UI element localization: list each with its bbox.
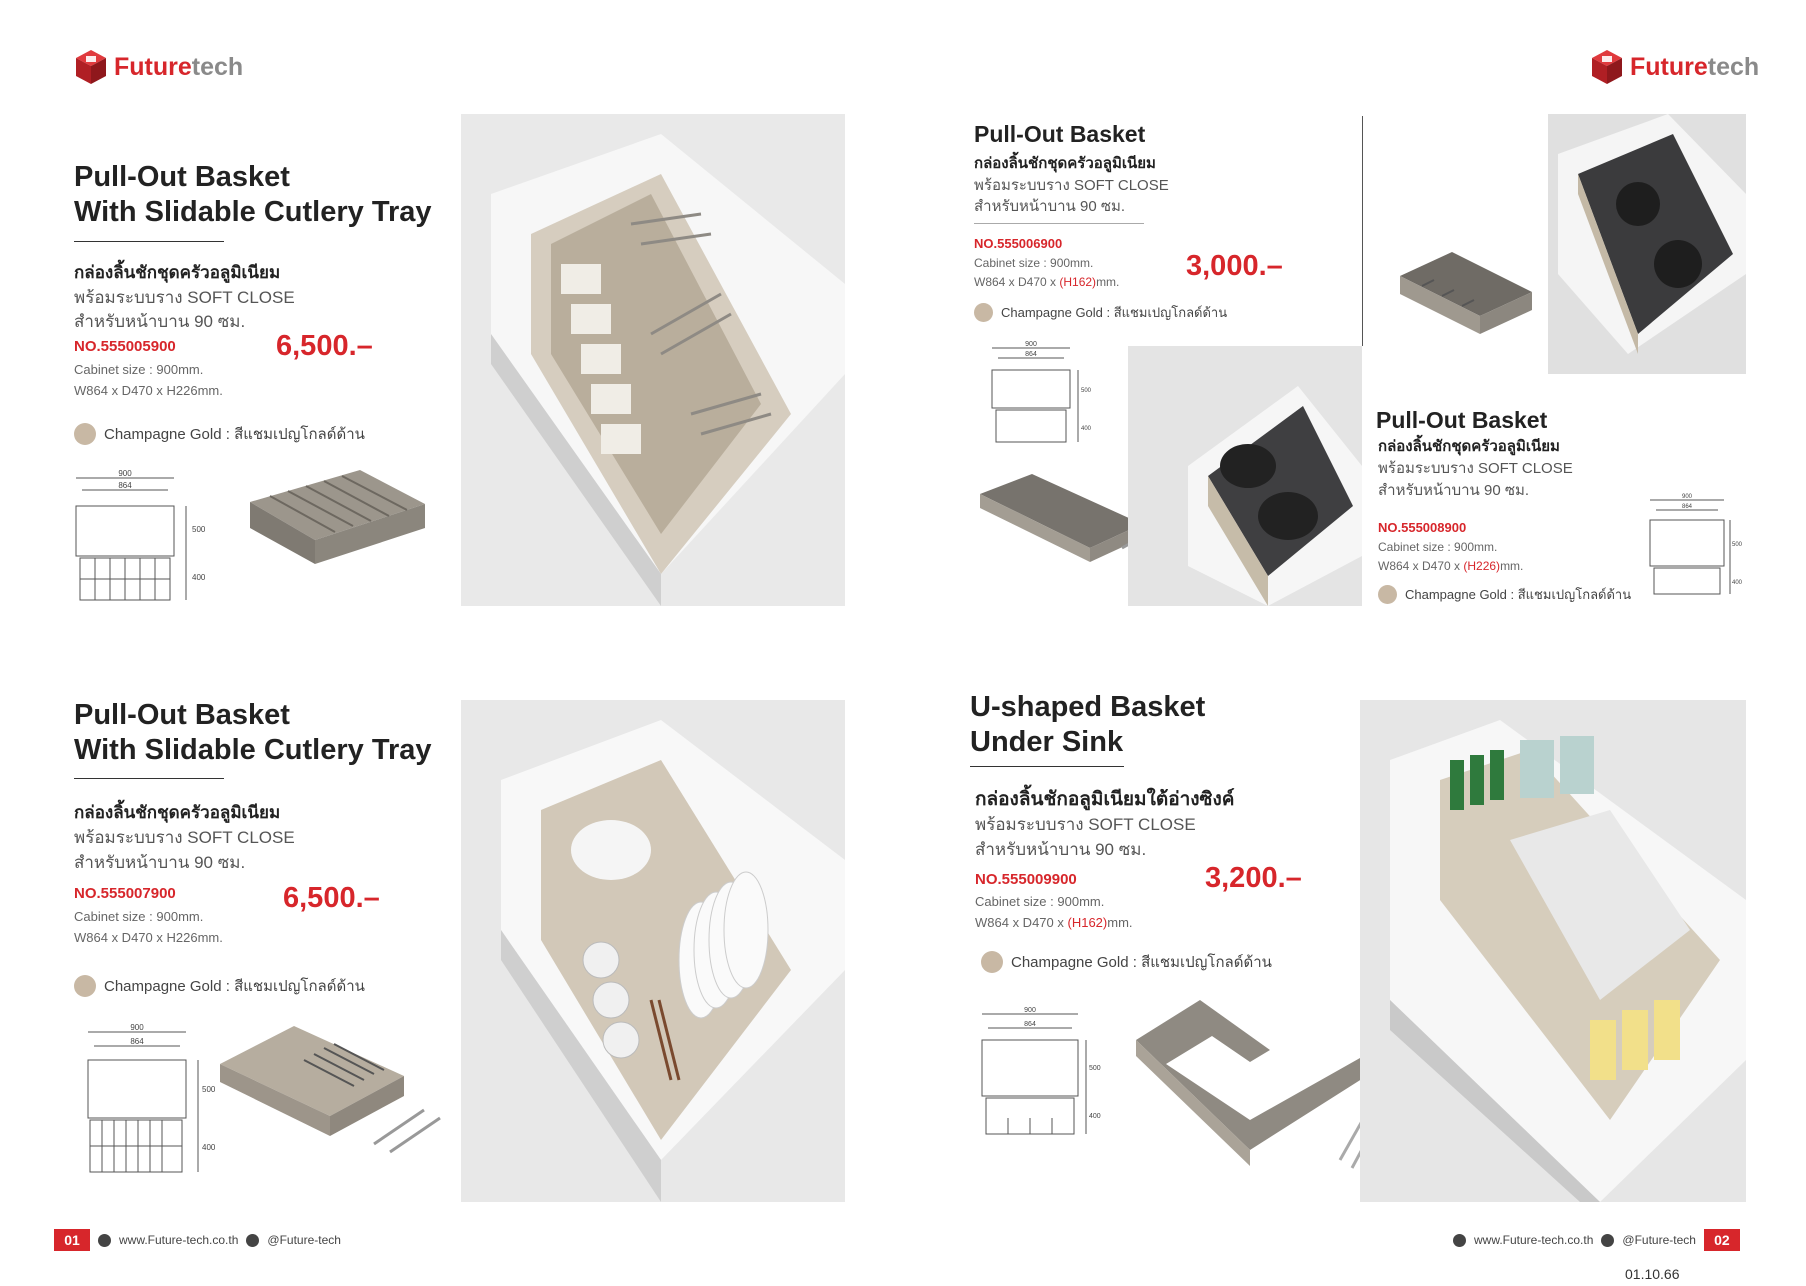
product-4-price: 6,500.– <box>283 882 380 914</box>
cube-logo-icon <box>1590 48 1624 86</box>
svg-text:864: 864 <box>1024 1021 1036 1028</box>
product-2-color: Champagne Gold : สีแชมเปญโกลด์ด้าน <box>974 302 1227 323</box>
line-chat-icon <box>246 1234 259 1247</box>
product-1-thai-name: กล่องลิ้นชักชุดครัวอลูมิเนียม <box>74 263 281 282</box>
brand-name: Futuretech <box>114 52 244 81</box>
product-2-title: Pull-Out Basket <box>974 121 1146 147</box>
product-5-tray-image <box>1130 990 1380 1180</box>
product-5-color: Champagne Gold : สีแชมเปญโกลด์ด้าน <box>981 950 1272 974</box>
svg-text:500: 500 <box>192 525 206 534</box>
line-chat-icon <box>1601 1234 1614 1247</box>
product-5-specs: Cabinet size : 900mm. W864 x D470 x (H162)mm. <box>975 894 1133 930</box>
vertical-divider <box>1362 116 1363 346</box>
product-1-tray-image <box>240 462 430 572</box>
svg-text:500: 500 <box>1089 1065 1101 1072</box>
product-5-title: U-shaped Basket Under Sink <box>970 691 1206 758</box>
product-1-price: 6,500.– <box>276 330 373 362</box>
product-3-thai-line3: สำหรับหน้าบาน 90 ซม. <box>1378 482 1530 499</box>
divider <box>74 778 224 779</box>
svg-text:500: 500 <box>1732 542 1743 548</box>
product-3-thai-line2: พร้อมระบบราง SOFT CLOSE <box>1378 460 1573 477</box>
product-1-title: Pull-Out Basket With Slidable Cutlery Tray <box>74 161 432 228</box>
product-1-thai-line2: พร้อมระบบราง SOFT CLOSE <box>74 288 295 307</box>
product-2-price: 3,000.– <box>1186 250 1283 282</box>
product-3-photo <box>1548 114 1746 374</box>
product-5-thai-name: กล่องลิ้นชักอลูมิเนียมใต้อ่างซิงค์ <box>975 789 1235 810</box>
brand-logo-right <box>1590 48 1759 86</box>
product-3-code: NO.555008900 <box>1378 520 1467 535</box>
svg-text:864: 864 <box>1681 504 1693 510</box>
svg-text:900: 900 <box>130 1023 144 1032</box>
brand-logo-left <box>74 48 243 86</box>
svg-text:500: 500 <box>1081 388 1092 394</box>
product-3-specs: Cabinet size : 900mm. W864 x D470 x (H226)mm. <box>1378 540 1524 573</box>
divider <box>970 766 1124 767</box>
product-5-photo <box>1360 700 1746 1202</box>
product-4-thai-line3: สำหรับหน้าบาน 90 ซม. <box>74 853 246 872</box>
product-1-color: Champagne Gold : สีแชมเปญโกลด์ด้าน <box>74 422 365 446</box>
divider <box>974 223 1144 224</box>
product-2-thai-line3: สำหรับหน้าบาน 90 ซม. <box>974 198 1126 215</box>
product-3-title: Pull-Out Basket <box>1376 407 1548 433</box>
product-5-price: 3,200.– <box>1205 862 1302 894</box>
color-swatch <box>981 951 1003 973</box>
product-4-photo <box>461 700 845 1202</box>
divider <box>74 241 224 242</box>
social-handle: @Future-tech <box>267 1233 341 1247</box>
product-2-code: NO.555006900 <box>974 236 1063 251</box>
svg-text:500: 500 <box>202 1085 216 1094</box>
page-number: 02 <box>1704 1229 1740 1251</box>
svg-text:864: 864 <box>118 481 132 490</box>
product-5-code: NO.555009900 <box>975 871 1077 888</box>
svg-text:400: 400 <box>1089 1113 1101 1120</box>
product-4-color: Champagne Gold : สีแชมเปญโกลด์ด้าน <box>74 974 365 998</box>
product-4-code: NO.555007900 <box>74 885 176 902</box>
product-5-technical-drawing <box>978 1006 1101 1142</box>
svg-text:900: 900 <box>1025 341 1037 348</box>
brand-name: Futuretech <box>1630 52 1760 81</box>
svg-text:400: 400 <box>202 1143 216 1152</box>
svg-text:864: 864 <box>130 1037 144 1046</box>
product-3-color: Champagne Gold : สีแชมเปญโกลด์ด้าน <box>1378 584 1631 605</box>
product-1-specs: Cabinet size : 900mm. W864 x D470 x H226mm. <box>74 362 223 398</box>
color-swatch <box>74 975 96 997</box>
product-1-photo <box>461 114 845 606</box>
product-4-title: Pull-Out Basket With Slidable Cutlery Tray <box>74 699 432 766</box>
svg-text:400: 400 <box>192 573 206 582</box>
product-4-technical-drawing <box>82 1022 216 1180</box>
product-1-technical-drawing <box>70 468 206 608</box>
svg-text:400: 400 <box>1081 426 1092 432</box>
page-number: 01 <box>54 1229 90 1251</box>
website-link[interactable]: www.Future-tech.co.th <box>1474 1233 1594 1247</box>
product-3-thai-name: กล่องลิ้นชักชุดครัวอลูมิเนียม <box>1378 438 1560 455</box>
color-swatch <box>974 303 993 322</box>
cube-logo-icon <box>74 48 108 86</box>
product-2-thai-name: กล่องลิ้นชักชุดครัวอลูมิเนียม <box>974 155 1156 172</box>
product-4-thai-line2: พร้อมระบบราง SOFT CLOSE <box>74 828 295 847</box>
product-5-thai-line3: สำหรับหน้าบาน 90 ซม. <box>975 840 1147 859</box>
color-swatch <box>1378 585 1397 604</box>
svg-text:864: 864 <box>1025 351 1037 358</box>
svg-text:900: 900 <box>1024 1007 1036 1014</box>
footer-right <box>1453 1229 1740 1251</box>
print-date: 01.10.66 <box>1625 1266 1680 1282</box>
svg-text:400: 400 <box>1732 580 1743 586</box>
product-2-technical-drawing <box>988 340 1092 450</box>
product-2-specs: Cabinet size : 900mm. W864 x D470 x (H162)mm. <box>974 256 1120 289</box>
product-4-tray-image <box>214 1020 448 1160</box>
product-3-technical-drawing <box>1646 492 1743 600</box>
product-2-thai-line2: พร้อมระบบราง SOFT CLOSE <box>974 177 1169 194</box>
globe-icon <box>98 1234 111 1247</box>
product-1-code: NO.555005900 <box>74 338 176 355</box>
svg-text:900: 900 <box>118 469 132 478</box>
svg-text:900: 900 <box>1681 494 1693 500</box>
product-4-thai-name: กล่องลิ้นชักชุดครัวอลูมิเนียม <box>74 803 281 822</box>
website-link[interactable]: www.Future-tech.co.th <box>119 1233 239 1247</box>
product-1-thai-line3: สำหรับหน้าบาน 90 ซม. <box>74 312 246 331</box>
color-swatch <box>74 423 96 445</box>
product-5-thai-line2: พร้อมระบบราง SOFT CLOSE <box>975 815 1196 834</box>
product-2-photo <box>1128 346 1362 606</box>
globe-icon <box>1453 1234 1466 1247</box>
product-4-specs: Cabinet size : 900mm. W864 x D470 x H226mm. <box>74 909 223 945</box>
social-handle: @Future-tech <box>1622 1233 1696 1247</box>
product-3-tray-image <box>1392 246 1542 342</box>
footer-left <box>54 1229 341 1251</box>
